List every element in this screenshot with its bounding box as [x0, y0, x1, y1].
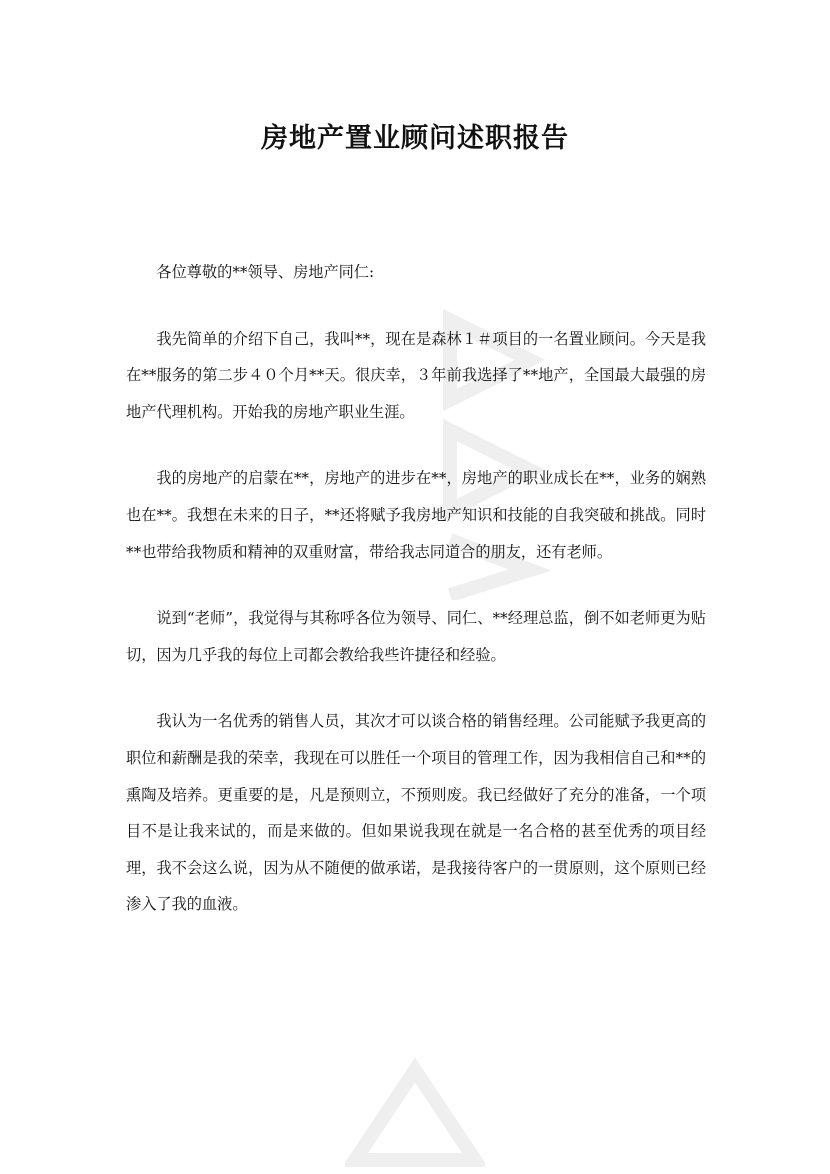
paragraph-intro: 我先简单的介绍下自己，我叫**，现在是森林１＃项目的一名置业顾问。今天是我在**服务的第二步４０个月**天。很庆幸，３年前我选择了**地产，全国最大最强的房地产代理机构。开始我的房地产职业生涯。: [126, 329, 706, 421]
greeting-line: 各位尊敬的**领导、房地产同仁:: [156, 263, 375, 281]
document-body: [126, 254, 706, 953]
paragraph-teachers: 说到“老师”，我觉得与其称呼各位为领导、同仁、**经理总监，倒不如老师更为贴切，因为几乎我的每位上司都会教给我些许捷径和经验。: [126, 609, 706, 664]
paragraph-growth: 我的房地产的启蒙在**，房地产的进步在**，房地产的职业成长在**，业务的娴熟也在**。我想在未来的日子，**还将赋予我房地产知识和技能的自我突破和挑战。同时**也带给我物质和精神的双重财富，带给我志同道合的朋友，还有老师。: [126, 469, 706, 561]
paragraph-qualification: 我认为一名优秀的销售人员，其次才可以谈合格的销售经理。公司能赋予我更高的职位和薪酬是我的荣幸，我现在可以胜任一个项目的管理工作，因为我相信自己和**的熏陶及培养。更重要的是，凡是预则立，不预则废。我已经做好了充分的准备，一个项目不是让我来试的，而是来做的。但如果说我现在就是一名合格的甚至优秀的项目经理，我不会这么说，因为从不随便的做承诺，是我接待客户的一贯原则，这个原则已经渗入了我的血液。: [126, 712, 706, 914]
watermark-logo-icon: [345, 1050, 485, 1174]
document-title: 房地产置业顾问述职报告: [261, 123, 569, 154]
